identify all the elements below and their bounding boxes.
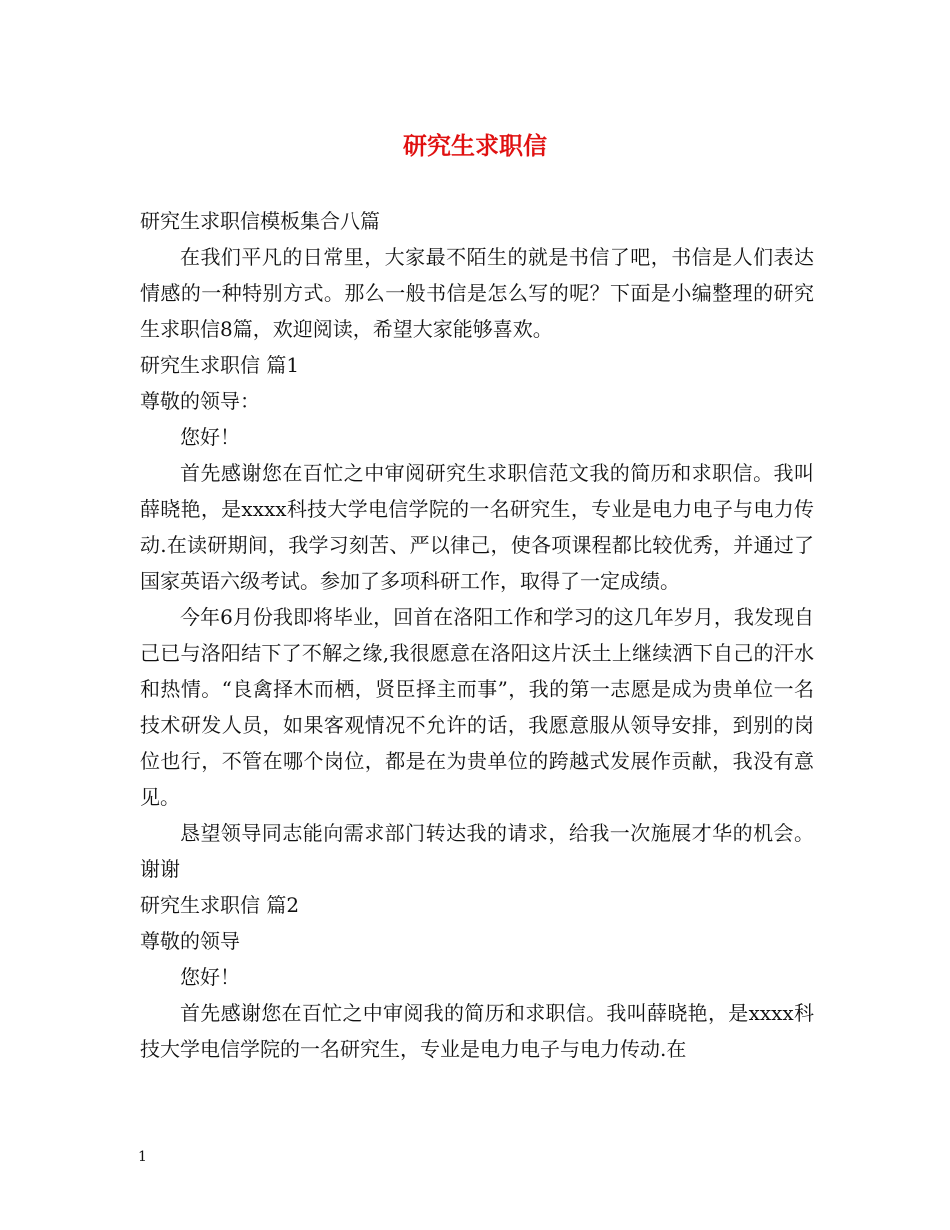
section-heading-1: 研究生求职信 篇1: [140, 353, 300, 377]
subtitle-line: 研究生求职信模板集合八篇: [140, 209, 380, 233]
letter1-paragraph-3: 恳望领导同志能向需求部门转达我的请求，给我一次施展才华的机会。谢谢: [140, 821, 814, 881]
salutation-1: 尊敬的领导：: [140, 389, 260, 413]
section-heading-2: 研究生求职信 篇2: [140, 893, 300, 917]
letter1-paragraph-1: 首先感谢您在百忙之中审阅研究生求职信范文我的简历和求职信。我叫薛晓艳，是xxxx科技大学电信学院的一名研究生，专业是电力电子与电力传动.在读研期间，我学习刻苦、严以律己，使各项课程都比较优秀，并通过了国家英语六级考试。参加了多项科研工作，取得了一定成绩。: [140, 461, 814, 593]
letter1-paragraph-2: 今年6月份我即将毕业，回首在洛阳工作和学习的这几年岁月，我发现自己已与洛阳结下了不解之缘,我很愿意在洛阳这片沃土上继续洒下自己的汗水和热情。“良禽择木而栖，贤臣择主而事”，我的第一志愿是成为贵单位一名技术研发人员，如果客观情况不允许的话，我愿意服从领导安排，到别的岗位也行，不管在哪个岗位，都是在为贵单位的跨越式发展作贡献，我没有意见。: [140, 605, 814, 809]
intro-paragraph: 在我们平凡的日常里，大家最不陌生的就是书信了吧，书信是人们表达情感的一种特别方式。那么一般书信是怎么写的呢？下面是小编整理的研究生求职信8篇，欢迎阅读，希望大家能够喜欢。: [140, 245, 814, 341]
document-body: [140, 203, 814, 1067]
document-title: 研究生求职信: [403, 131, 547, 160]
letter2-paragraph-1: 首先感谢您在百忙之中审阅我的简历和求职信。我叫薛晓艳，是xxxx科技大学电信学院的一名研究生，专业是电力电子与电力传动.在: [140, 1001, 814, 1061]
greeting-1: 您好！: [180, 425, 240, 449]
page-number: 1: [138, 1149, 147, 1165]
salutation-2: 尊敬的领导: [140, 929, 240, 953]
greeting-2: 您好！: [180, 965, 240, 989]
